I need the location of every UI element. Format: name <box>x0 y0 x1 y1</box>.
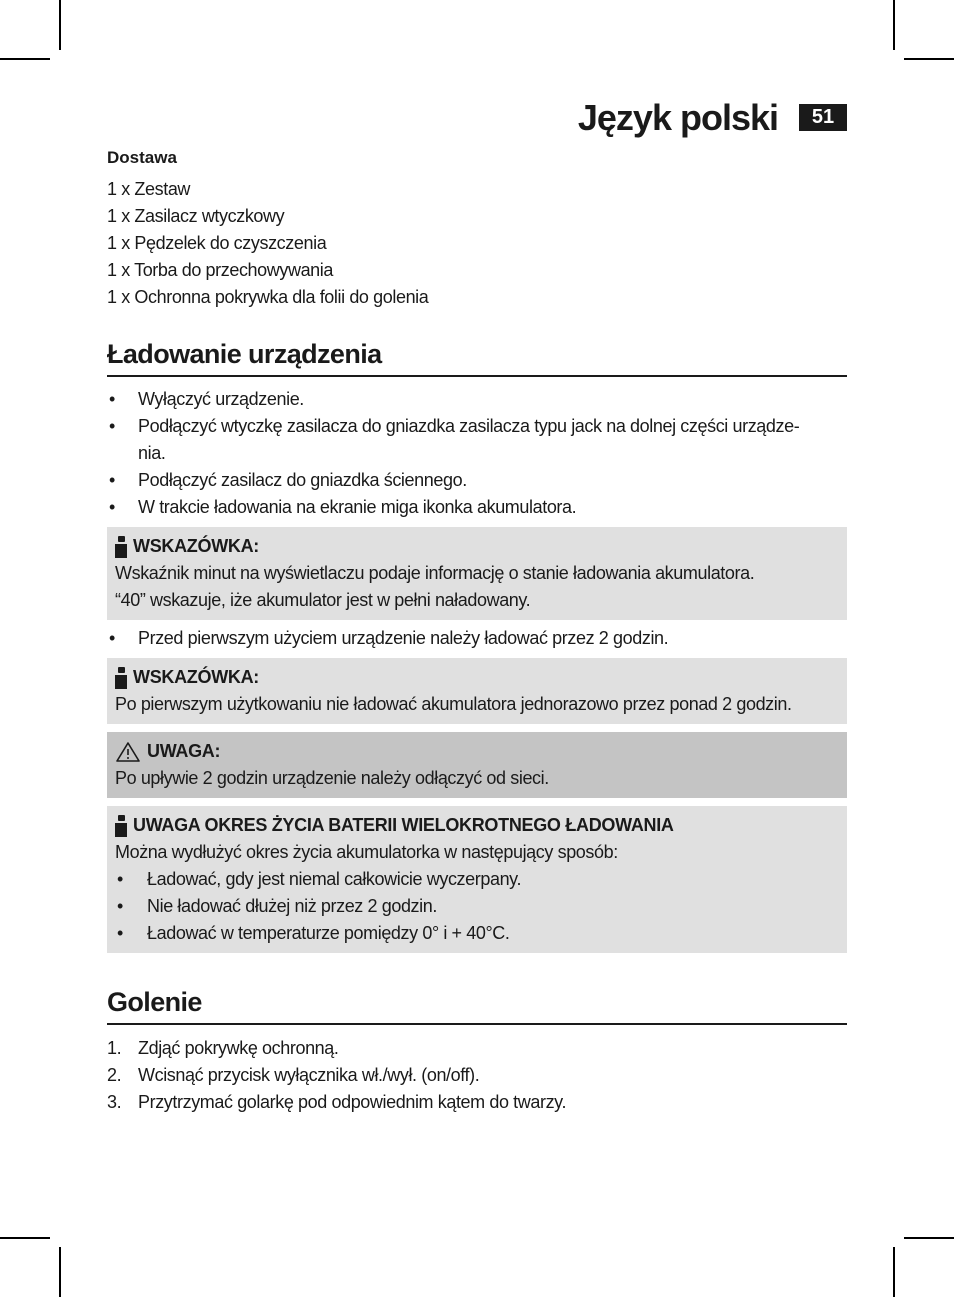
crop-mark <box>59 0 61 50</box>
note-title-row <box>115 664 839 691</box>
list-item-text: Nie ładować dłużej niż przez 2 godzin. <box>147 896 437 916</box>
note-text: Wskaźnik minut na wyświetlaczu podaje informację o stanie ładowania akumulatora. <box>115 563 755 583</box>
delivery-heading: Dostawa <box>107 148 177 167</box>
info-icon <box>115 815 127 837</box>
step-item <box>107 1089 847 1116</box>
delivery-item: 1 x Zasilacz wtyczkowy <box>107 206 285 226</box>
delivery-list <box>107 176 847 311</box>
note-title: WSKAZÓWKA: <box>133 536 259 556</box>
list-item-text: Ładować, gdy jest niemal całkowicie wyczerpany. <box>147 869 522 889</box>
list-item <box>107 386 847 413</box>
warning-title: UWAGA: <box>147 741 221 761</box>
delivery-item: 1 x Ochronna pokrywka dla folii do golenia <box>107 287 429 307</box>
list-item <box>107 413 847 467</box>
step-number: 3. <box>107 1092 122 1112</box>
note-title: WSKAZÓWKA: <box>133 667 259 687</box>
step-text: Przytrzymać golarkę pod odpowiednim kątem do twarzy. <box>138 1092 567 1112</box>
info-icon <box>115 536 127 558</box>
battery-note-intro: Można wydłużyć okres życia akumulatorka w następujący sposób: <box>115 842 618 862</box>
crop-mark <box>893 1247 895 1297</box>
info-icon <box>115 667 127 689</box>
step-number: 2. <box>107 1065 122 1085</box>
note-text: “40” wskazuje, iże akumulator jest w pełni naładowany. <box>115 590 531 610</box>
step-text: Wcisnąć przycisk wyłącznika wł./wył. (on/off). <box>138 1065 480 1085</box>
list-item <box>107 625 847 652</box>
note-text: Po pierwszym użytkowaniu nie ładować akumulatora jednorazowo przez ponad 2 godzin. <box>115 694 792 714</box>
list-item <box>115 920 839 947</box>
list-item-text: Ładować w temperaturze pomiędzy 0° i + 40°C. <box>147 923 510 943</box>
list-item <box>107 467 847 494</box>
delivery-item: 1 x Torba do przechowywania <box>107 260 334 280</box>
list-item-text: Podłączyć wtyczkę zasilacza do gniazdka zasilacza typu jack na dolnej części urządze- <box>138 416 800 436</box>
list-item-text-continued: nia. <box>138 443 166 463</box>
step-item <box>107 1035 847 1062</box>
page-content <box>107 146 847 1116</box>
warning-text: Po upływie 2 godzin urządzenie należy odłączyć od sieci. <box>115 768 549 788</box>
crop-mark <box>893 0 895 50</box>
list-item <box>115 893 839 920</box>
charging-bullet-list <box>107 386 847 521</box>
crop-mark <box>904 58 954 60</box>
list-item-text: Przed pierwszym użyciem urządzenie należy ładować przez 2 godzin. <box>138 628 669 648</box>
crop-mark <box>904 1237 954 1239</box>
battery-note-box <box>107 806 847 953</box>
note-box <box>107 658 847 724</box>
crop-mark <box>0 58 50 60</box>
section-heading-charging: Ładowanie urządzenia <box>107 337 847 377</box>
charging-bullet-list-2 <box>107 625 847 652</box>
battery-note-title-row <box>115 812 839 839</box>
crop-mark <box>59 1247 61 1297</box>
note-box <box>107 527 847 620</box>
delivery-item: 1 x Pędzelek do czyszczenia <box>107 233 327 253</box>
list-item-text: Wyłączyć urządzenie. <box>138 389 304 409</box>
delivery-item: 1 x Zestaw <box>107 179 191 199</box>
section-heading-shaving: Golenie <box>107 985 847 1025</box>
page-title: Język polski <box>577 97 778 138</box>
note-title-row <box>115 533 839 560</box>
warning-box <box>107 732 847 798</box>
battery-note-title: UWAGA OKRES ŻYCIA BATERII WIELOKROTNEGO ŁADOWANIA <box>133 815 674 835</box>
list-item-text: W trakcie ładowania na ekranie miga ikonka akumulatora. <box>138 497 577 517</box>
list-item-text: Podłączyć zasilacz do gniazdka ściennego. <box>138 470 467 490</box>
page-number: 51 <box>799 104 847 131</box>
battery-note-list <box>115 866 839 947</box>
crop-mark <box>0 1237 50 1239</box>
step-text: Zdjąć pokrywkę ochronną. <box>138 1038 339 1058</box>
list-item <box>107 494 847 521</box>
warning-title-row <box>115 738 839 765</box>
list-item <box>115 866 839 893</box>
shaving-steps-list <box>107 1035 847 1116</box>
step-number: 1. <box>107 1038 122 1058</box>
warning-triangle-icon <box>115 741 141 763</box>
step-item <box>107 1062 847 1089</box>
